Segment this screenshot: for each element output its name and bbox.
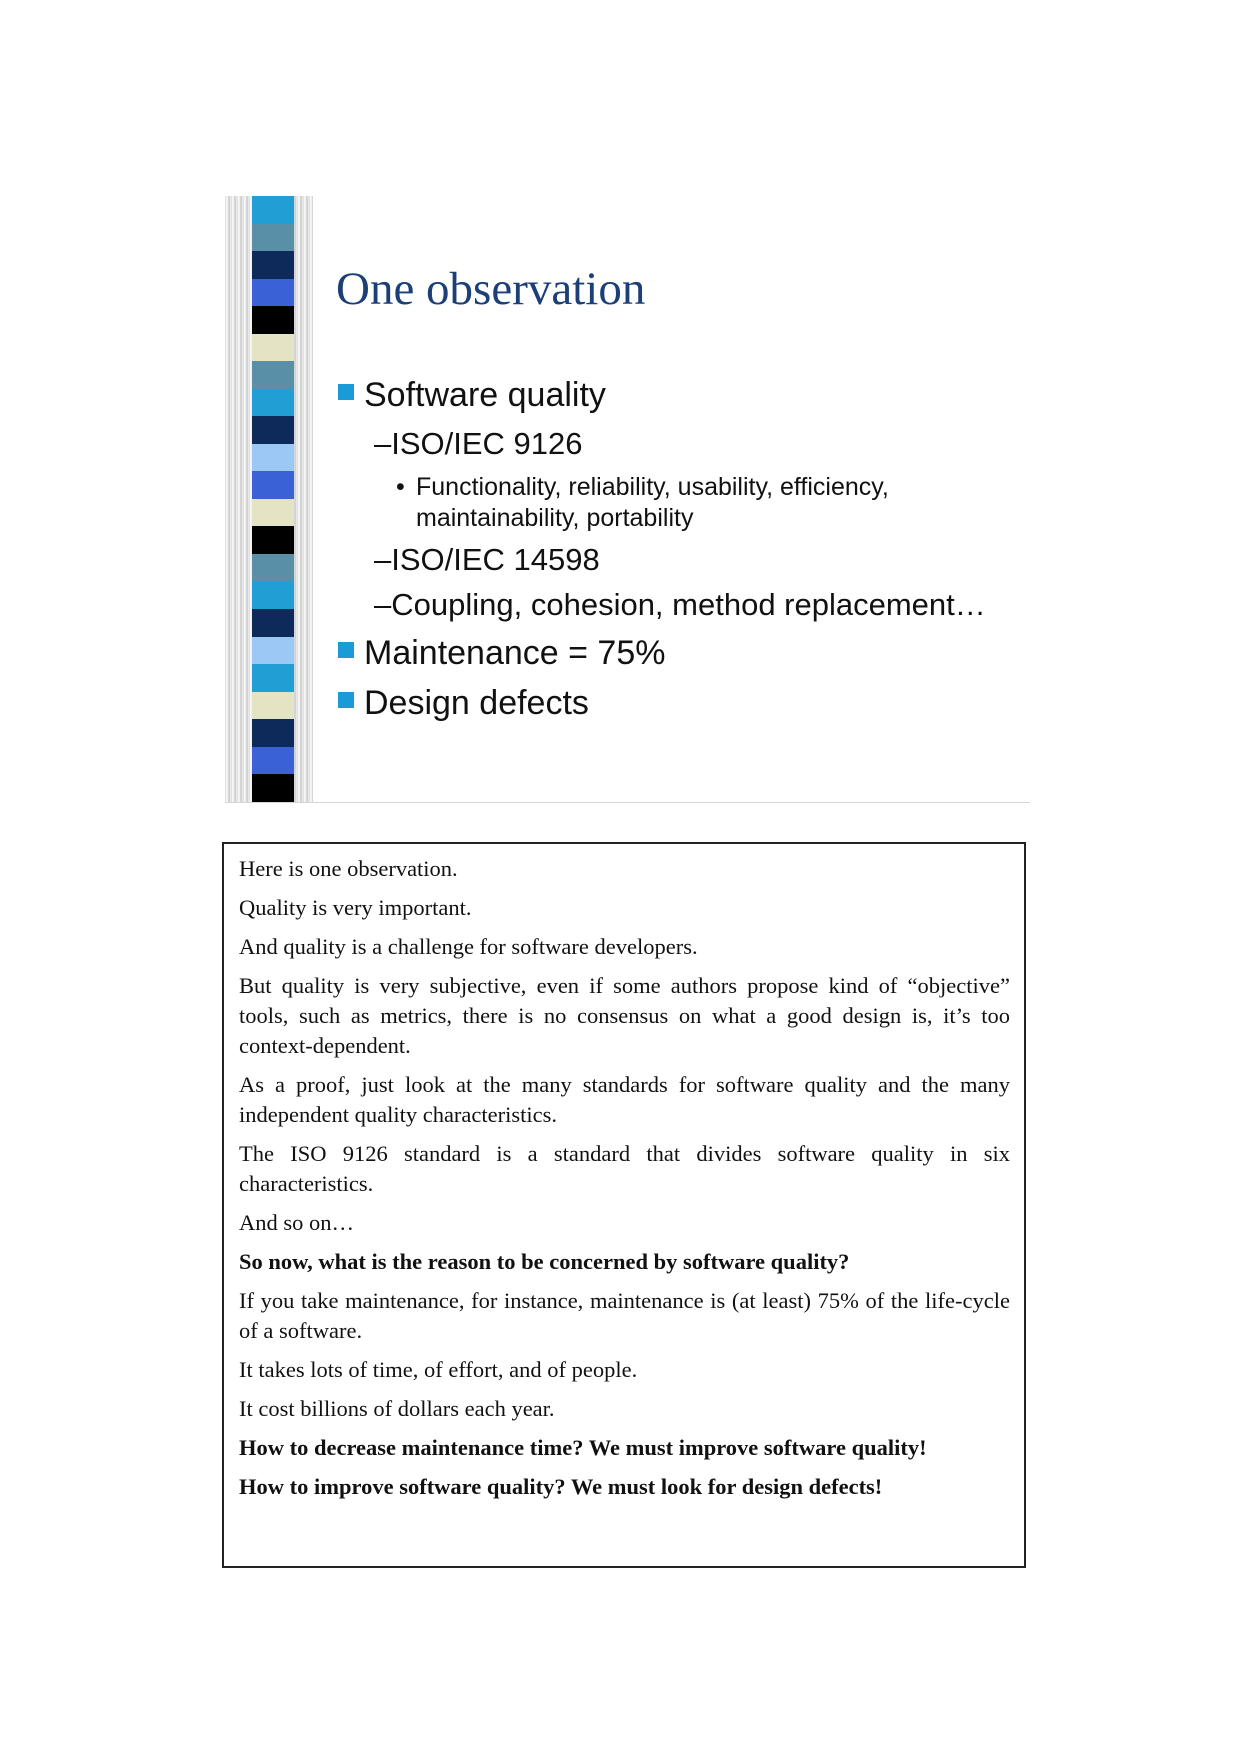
bullet-text: Software quality bbox=[364, 376, 606, 414]
stripe-block bbox=[252, 499, 294, 527]
bullet-maintenance bbox=[338, 634, 665, 673]
notes-paragraph: Quality is very important. bbox=[239, 895, 472, 920]
notes-paragraph: As a proof, just look at the many standards for software quality and the many independent quality characteristics. bbox=[239, 1072, 1010, 1127]
stripe-block bbox=[252, 334, 294, 362]
stripe-block bbox=[252, 251, 294, 279]
dash-icon: – bbox=[374, 426, 392, 461]
slide-title: One observation bbox=[336, 263, 646, 315]
stripe-block bbox=[252, 444, 294, 472]
bullet-text: Design defects bbox=[364, 684, 589, 722]
subbullet-iso9126 bbox=[374, 426, 583, 462]
bullet-text: Maintenance = 75% bbox=[364, 634, 666, 672]
slide-bottom-divider bbox=[225, 802, 1030, 803]
notes-paragraph: It takes lots of time, of effort, and of people. bbox=[239, 1357, 638, 1382]
bullet-software-quality bbox=[338, 376, 606, 415]
dash-icon: – bbox=[374, 542, 392, 577]
stripe-block bbox=[252, 306, 294, 334]
stripe-block bbox=[252, 471, 294, 499]
stripe-block bbox=[252, 747, 294, 775]
speaker-notes-box bbox=[222, 842, 1026, 1568]
bullet-text: ISO/IEC 9126 bbox=[391, 426, 583, 461]
notes-paragraph-bold: How to decrease maintenance time? We must improve software quality! bbox=[239, 1435, 927, 1460]
notes-paragraph: Here is one observation. bbox=[239, 856, 458, 881]
stripe-block bbox=[252, 609, 294, 637]
subsubbullet-characteristics bbox=[396, 472, 976, 534]
stripe-block bbox=[252, 361, 294, 389]
stripe-block bbox=[252, 279, 294, 307]
square-bullet-icon bbox=[338, 642, 354, 658]
notes-paragraph-bold: So now, what is the reason to be concerned by software quality? bbox=[239, 1249, 850, 1274]
square-bullet-icon bbox=[338, 692, 354, 708]
stripe-block bbox=[252, 581, 294, 609]
bullet-text: Functionality, reliability, usability, efficiency, maintainability, portability bbox=[416, 473, 889, 532]
stripe-block bbox=[252, 526, 294, 554]
stripe-block bbox=[252, 554, 294, 582]
stripe-block bbox=[252, 389, 294, 417]
notes-paragraph: If you take maintenance, for instance, maintenance is (at least) 75% of the life-cycle of a software. bbox=[239, 1288, 1010, 1343]
stripe-block bbox=[252, 719, 294, 747]
bullet-text: ISO/IEC 14598 bbox=[391, 542, 600, 577]
stripe-block bbox=[252, 196, 294, 224]
subbullet-iso14598 bbox=[374, 542, 600, 578]
notes-paragraph: And so on… bbox=[239, 1210, 355, 1235]
stripe-block bbox=[252, 774, 294, 802]
square-bullet-icon bbox=[338, 384, 354, 400]
stripe-block bbox=[252, 637, 294, 665]
bullet-text: Coupling, cohesion, method replacement… bbox=[391, 587, 986, 622]
notes-paragraph: But quality is very subjective, even if some authors propose kind of “objective” tools, such as metrics, there is no consensus on what a good design is, it’s too context-dependent. bbox=[239, 973, 1010, 1058]
stripe-block bbox=[252, 416, 294, 444]
stripe-block bbox=[252, 664, 294, 692]
notes-paragraph: And quality is a challenge for software developers. bbox=[239, 934, 698, 959]
stripe-block bbox=[252, 224, 294, 252]
subbullet-coupling bbox=[374, 587, 986, 623]
dot-bullet-icon: • bbox=[396, 473, 405, 501]
notes-paragraph: The ISO 9126 standard is a standard that divides software quality in six characteristics. bbox=[239, 1141, 1010, 1196]
dash-icon: – bbox=[374, 587, 392, 622]
stripe-block bbox=[252, 692, 294, 720]
notes-paragraph-bold: How to improve software quality? We must look for design defects! bbox=[239, 1474, 883, 1499]
decorative-color-stripe bbox=[252, 196, 294, 802]
notes-paragraph: It cost billions of dollars each year. bbox=[239, 1396, 555, 1421]
speaker-notes-text bbox=[239, 854, 1010, 1511]
bullet-design-defects bbox=[338, 684, 589, 723]
slide bbox=[225, 196, 1030, 802]
